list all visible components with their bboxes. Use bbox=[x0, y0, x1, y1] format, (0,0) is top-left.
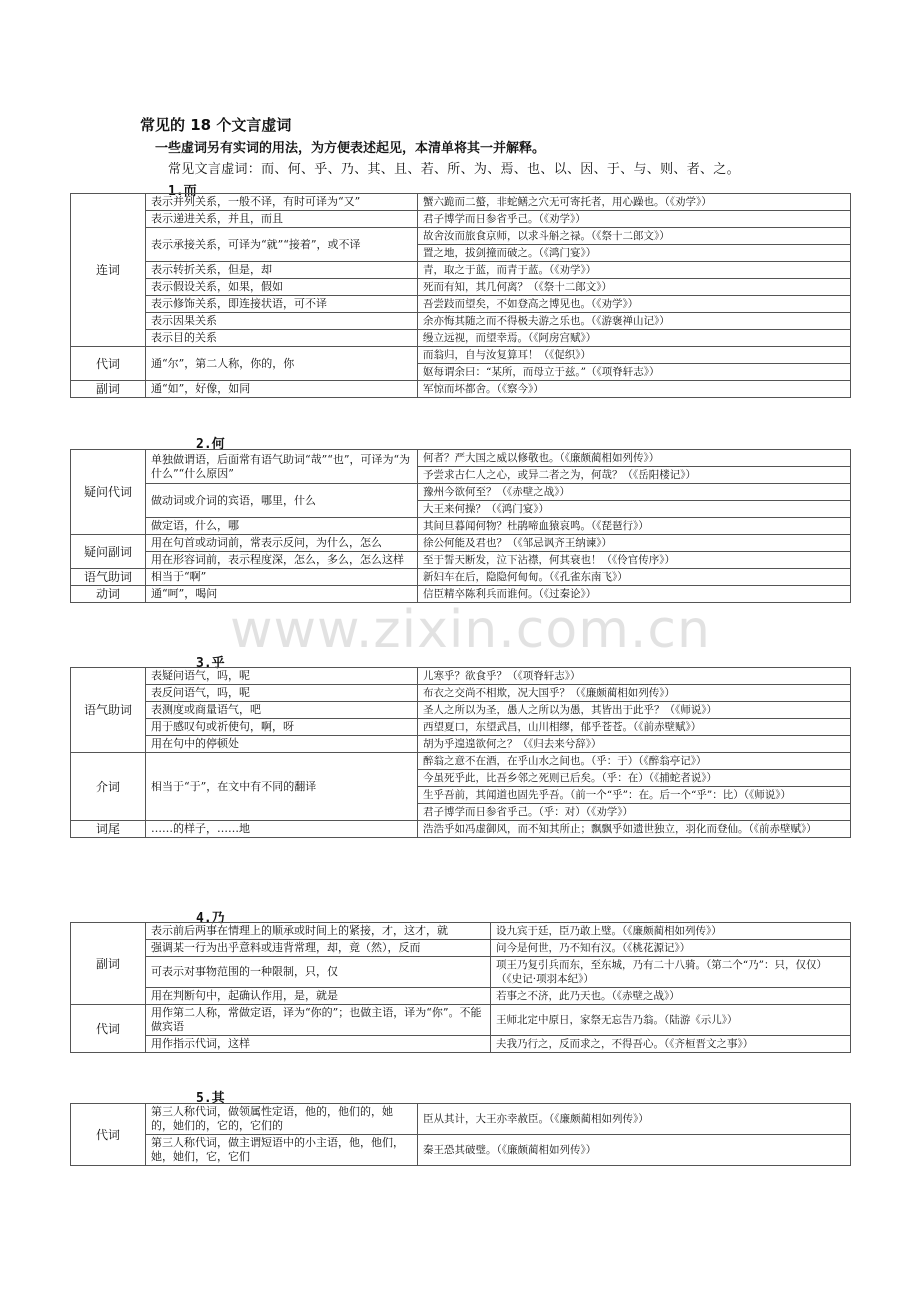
example-cell: 而翁归，自与汝复算耳！（《促织》） bbox=[418, 347, 851, 364]
usage-cell: 通“呵”，喝问 bbox=[146, 586, 418, 603]
example-cell: 王师北定中原日，家祭无忘告乃翁。（陆游《示儿》） bbox=[491, 1005, 851, 1036]
particle-list: 常见文言虚词：而、何、乎、乃、其、且、若、所、为、焉、也、以、因、于、与、则、者、之。 bbox=[168, 162, 740, 177]
example-cell: 豫州今欲何至？（《赤壁之战》） bbox=[418, 484, 851, 501]
usage-cell: 可表示对事物范围的一种限制，只，仅 bbox=[146, 957, 491, 988]
usage-cell: 用在句首或动词前，常表示反问，为什么，怎么 bbox=[146, 535, 418, 552]
category-cell: 语气助词 bbox=[71, 569, 146, 586]
category-cell: 副词 bbox=[71, 381, 146, 398]
watermark: www.zixin.com.cn bbox=[230, 600, 711, 660]
category-cell: 语气助词 bbox=[71, 668, 146, 753]
usage-cell: 第三人称代词，做主谓短语中的小主语，他，他们，她，她们，它，它们 bbox=[146, 1135, 418, 1166]
table-row bbox=[71, 330, 851, 347]
example-cell: 何者？严大国之威以修敬也。（《廉颇蔺相如列传》） bbox=[418, 450, 851, 467]
table-row bbox=[71, 347, 851, 364]
example-cell: 新妇车在后，隐隐何甸甸。（《孔雀东南飞》） bbox=[418, 569, 851, 586]
usage-cell: 相当于“于”，在文中有不同的翻译 bbox=[146, 753, 418, 821]
example-cell: 故舍汝而旅食京师，以求斗斛之禄。（《祭十二郎文》） bbox=[418, 228, 851, 245]
table-row bbox=[71, 1005, 851, 1036]
example-cell: 问今是何世，乃不知有汉。（《桃花源记》） bbox=[491, 940, 851, 957]
example-cell: 信臣精卒陈利兵而谁何。（《过秦论》） bbox=[418, 586, 851, 603]
usage-table bbox=[70, 1103, 851, 1166]
example-cell: 予尝求古仁人之心，或异二者之为，何哉？（《岳阳楼记》） bbox=[418, 467, 851, 484]
usage-cell: 表反问语气，吗，呢 bbox=[146, 685, 418, 702]
table-row bbox=[71, 552, 851, 569]
example-cell: 圣人之所以为圣，愚人之所以为愚，其皆出于此乎？（《师说》） bbox=[418, 702, 851, 719]
example-cell: 置之地，拔剑撞而破之。（《鸿门宴》） bbox=[418, 245, 851, 262]
example-cell: 大王来何操？（《鸿门宴》） bbox=[418, 501, 851, 518]
table-row bbox=[71, 988, 851, 1005]
usage-cell: 表疑问语气，吗，呢 bbox=[146, 668, 418, 685]
section-heading: 3.乎 bbox=[196, 656, 225, 671]
usage-cell: 强调某一行为出乎意料或违背常理，却，竟（然），反而 bbox=[146, 940, 491, 957]
example-cell: 君子博学而日参省乎己。（乎：对）（《劝学》） bbox=[418, 804, 851, 821]
table-row bbox=[71, 736, 851, 753]
usage-cell: 表示修饰关系，即连接状语，可不译 bbox=[146, 296, 418, 313]
usage-cell: 通“尔”，第二人称，你的，你 bbox=[146, 347, 418, 381]
table-row bbox=[71, 1104, 851, 1135]
usage-cell: 表示递进关系，并且，而且 bbox=[146, 211, 418, 228]
usage-cell: 通“如”，好像，如同 bbox=[146, 381, 418, 398]
table-row bbox=[71, 702, 851, 719]
section-heading: 4.乃 bbox=[196, 911, 225, 926]
usage-cell: 做定语，什么，哪 bbox=[146, 518, 418, 535]
category-cell: 代词 bbox=[71, 1104, 146, 1166]
table-row bbox=[71, 685, 851, 702]
example-cell: 浩浩乎如冯虚御风，而不知其所止；飘飘乎如遗世独立，羽化而登仙。（《前赤壁赋》） bbox=[418, 821, 851, 838]
category-cell: 副词 bbox=[71, 923, 146, 1005]
example-cell: 军惊而坏都舍。（《察今》） bbox=[418, 381, 851, 398]
usage-cell: 相当于“啊” bbox=[146, 569, 418, 586]
section-heading: 2.何 bbox=[196, 437, 225, 452]
usage-cell: 表示因果关系 bbox=[146, 313, 418, 330]
example-cell: 胡为乎遑遑欲何之？（《归去来兮辞》） bbox=[418, 736, 851, 753]
usage-cell: 用作指示代词，这样 bbox=[146, 1036, 491, 1053]
category-cell: 连词 bbox=[71, 194, 146, 347]
example-cell: 缦立远视，而望幸焉。（《阿房宫赋》） bbox=[418, 330, 851, 347]
table-row bbox=[71, 228, 851, 245]
table-row bbox=[71, 957, 851, 988]
table-row bbox=[71, 940, 851, 957]
table-row bbox=[71, 381, 851, 398]
usage-cell: 表示并列关系，一般不译，有时可译为“又” bbox=[146, 194, 418, 211]
example-cell: 秦王恐其破璧。（《廉颇蔺相如列传》） bbox=[418, 1135, 851, 1166]
table-row bbox=[71, 719, 851, 736]
usage-cell: 用在形容词前，表示程度深，怎么，多么，怎么这样 bbox=[146, 552, 418, 569]
example-cell: 今虽死乎此，比吾乡邻之死则已后矣。（乎：在）（《捕蛇者说》） bbox=[418, 770, 851, 787]
section-heading: 1.而 bbox=[168, 184, 197, 199]
table-row bbox=[71, 753, 851, 770]
example-cell: 其间旦暮闻何物？杜鹃啼血猿哀鸣。（《琵琶行》） bbox=[418, 518, 851, 535]
table-row bbox=[71, 923, 851, 940]
table-row bbox=[71, 194, 851, 211]
table-row bbox=[71, 586, 851, 603]
example-cell: 至于誓天断发，泣下沾襟，何其衰也！（《伶官传序》） bbox=[418, 552, 851, 569]
usage-table bbox=[70, 193, 851, 398]
table-row bbox=[71, 296, 851, 313]
usage-table bbox=[70, 922, 851, 1053]
category-cell: 代词 bbox=[71, 347, 146, 381]
usage-cell: 表示承接关系，可译为“就”“接着”，或不译 bbox=[146, 228, 418, 262]
example-cell: 若事之不济，此乃天也。（《赤壁之战》） bbox=[491, 988, 851, 1005]
usage-cell: 用在句中的停顿处 bbox=[146, 736, 418, 753]
table-row bbox=[71, 1135, 851, 1166]
table-row bbox=[71, 1036, 851, 1053]
category-cell: 词尾 bbox=[71, 821, 146, 838]
usage-cell: 做动词或介词的宾语，哪里，什么 bbox=[146, 484, 418, 518]
table-row bbox=[71, 484, 851, 501]
example-cell: 蟹六跪而二螯，非蛇鳝之穴无可寄托者，用心躁也。（《劝学》） bbox=[418, 194, 851, 211]
usage-cell: 用在判断句中，起确认作用，是，就是 bbox=[146, 988, 491, 1005]
example-cell: 臣从其计，大王亦幸赦臣。（《廉颇蔺相如列传》） bbox=[418, 1104, 851, 1135]
example-cell: 余亦悔其随之而不得极夫游之乐也。（《游褒禅山记》） bbox=[418, 313, 851, 330]
table-row bbox=[71, 211, 851, 228]
example-cell: 西望夏口，东望武昌，山川相缪，郁乎苍苍。（《前赤壁赋》） bbox=[418, 719, 851, 736]
example-cell: 醉翁之意不在酒，在乎山水之间也。（乎：于）（《醉翁亭记》） bbox=[418, 753, 851, 770]
table-row bbox=[71, 569, 851, 586]
usage-table bbox=[70, 449, 851, 603]
table-row bbox=[71, 450, 851, 467]
usage-cell: 表示前后两事在情理上的顺承或时间上的紧接，才，这才，就 bbox=[146, 923, 491, 940]
category-cell: 动词 bbox=[71, 586, 146, 603]
table-row bbox=[71, 535, 851, 552]
section-heading: 5.其 bbox=[196, 1091, 225, 1106]
example-cell: 死而有知，其几何离？（《祭十二郎文》） bbox=[418, 279, 851, 296]
example-cell: 妪每谓余曰：“某所，而母立于兹。”（《项脊轩志》） bbox=[418, 364, 851, 381]
usage-cell: 用作第二人称，常做定语，译为“你的”；也做主语，译为“你”。不能做宾语 bbox=[146, 1005, 491, 1036]
intro-note: 一些虚词另有实词的用法，为方便表述起见，本清单将其一并解释。 bbox=[155, 141, 546, 156]
table-row bbox=[71, 518, 851, 535]
example-cell: 项王乃复引兵而东，至东城，乃有二十八骑。（第二个“乃”：只，仅仅）（《史记·项羽本纪》） bbox=[491, 957, 851, 988]
example-cell: 吾尝跂而望矣，不如登高之博见也。（《劝学》） bbox=[418, 296, 851, 313]
example-cell: 儿寒乎？欲食乎？（《项脊轩志》） bbox=[418, 668, 851, 685]
example-cell: 君子博学而日参省乎己。（《劝学》） bbox=[418, 211, 851, 228]
example-cell: 设九宾于廷，臣乃敢上璧。（《廉颇蔺相如列传》） bbox=[491, 923, 851, 940]
usage-cell: 用于感叹句或祈使句，啊，呀 bbox=[146, 719, 418, 736]
example-cell: 夫我乃行之，反而求之，不得吾心。（《齐桓晋文之事》） bbox=[491, 1036, 851, 1053]
category-cell: 疑问副词 bbox=[71, 535, 146, 569]
table-row bbox=[71, 313, 851, 330]
usage-table bbox=[70, 667, 851, 838]
example-cell: 生乎吾前，其闻道也固先乎吾。（前一个“乎”：在。后一个“乎”：比）（《师说》） bbox=[418, 787, 851, 804]
category-cell: 代词 bbox=[71, 1005, 146, 1053]
category-cell: 介词 bbox=[71, 753, 146, 821]
usage-cell: ……的样子，……地 bbox=[146, 821, 418, 838]
example-cell: 青，取之于蓝，而青于蓝。（《劝学》） bbox=[418, 262, 851, 279]
usage-cell: 单独做谓语，后面常有语气助词“哉”“也”，可译为“为什么”“什么原因” bbox=[146, 450, 418, 484]
page-title: 常见的 18 个文言虚词 bbox=[140, 116, 292, 134]
example-cell: 布衣之交尚不相欺，况大国乎？（《廉颇蔺相如列传》） bbox=[418, 685, 851, 702]
usage-cell: 表示转折关系，但是，却 bbox=[146, 262, 418, 279]
example-cell: 徐公何能及君也？（《邹忌讽齐王纳谏》） bbox=[418, 535, 851, 552]
usage-cell: 第三人称代词，做领属性定语，他的，他们的，她的，她们的，它的，它们的 bbox=[146, 1104, 418, 1135]
table-row bbox=[71, 279, 851, 296]
usage-cell: 表示假设关系，如果，假如 bbox=[146, 279, 418, 296]
usage-cell: 表测度或商量语气，吧 bbox=[146, 702, 418, 719]
usage-cell: 表示目的关系 bbox=[146, 330, 418, 347]
table-row bbox=[71, 262, 851, 279]
table-row bbox=[71, 821, 851, 838]
category-cell: 疑问代词 bbox=[71, 450, 146, 535]
table-row bbox=[71, 668, 851, 685]
